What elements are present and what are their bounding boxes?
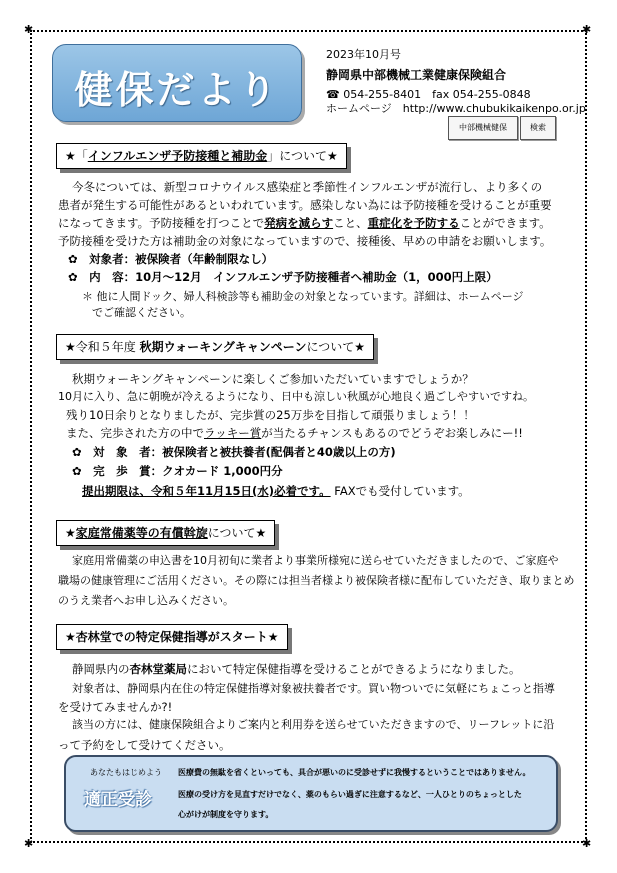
eligibility-line: ✿ 対象者：被保険者（年齢制限なし） [68,252,274,266]
paragraph-line: 静岡県内の杏林堂薬局において特定保健指導を受けることができるようになりました。 [72,662,521,676]
prize-line: ✿ 完 歩 賞：クオカード 1,000円分 [72,464,283,478]
site-name-box[interactable]: 中部機械健保 [448,116,518,140]
paragraph-line: 該当の方には、健康保険組合よりご案内と利用券を送らせていただきますので、リーフレットに沿 [72,718,555,731]
paragraph-line: 対象者は、静岡県内在住の特定保健指導対象被扶養者です。買い物ついでに気軽にちょこっと指導 [72,682,555,695]
paragraph-line: って予約をして受けてください。 [58,738,231,752]
paragraph-line: になってきます。予防接種を打つことで発病を減らすこと、重症化を予防することができます。 [58,216,551,230]
section-heading-kyorindo: ★杏林堂での特定保健指導がスタート★ [56,624,288,650]
paragraph-line: を受けてみませんか?! [58,700,173,714]
issue-date: 2023年10月号 [326,48,401,61]
note-line: でご確認ください。 [92,306,191,319]
banner-text: 医療費の無駄を省くといっても、具合が悪いのに受診せずに我慢するということではありません。 [178,768,531,777]
section-heading-medicine: ★家庭常備薬等の有償斡旋について★ [56,520,275,546]
homepage-url[interactable]: ホームページ http://www.chubukikaikenpo.or.jp [326,102,586,115]
section-heading-influenza: ★「インフルエンザ予防接種と補助金」について★ [56,143,347,169]
paragraph-line: 予防接種を受けた方は補助金の対象になっていますので、接種後、早めの申請をお願いします。 [58,234,552,248]
search-button[interactable]: 検索 [520,116,556,140]
paragraph-line: 今冬については、新型コロナウイルス感染症と季節性インフルエンザが流行し、より多くの [72,180,543,194]
paragraph-line: 家庭用常備薬の申込書を10月初旬に業者より事業所様宛に送らせていただきましたので、ご家庭や [72,554,559,567]
newsletter-title-box [52,44,302,122]
newsletter-title: 健保だより [74,68,280,112]
corner-ornament: ✱ [24,23,34,36]
proper-consultation-banner [64,755,558,832]
paragraph-line: 患者が発生する可能性があるといわれています。感染しない為には予防接種を受けることが重要 [58,198,552,212]
banner-text: 医療の受け方を見直すだけでなく、薬のもらい過ぎに注意するなど、一人ひとりのちょっとした [178,790,522,799]
deadline-line: 提出期限は、令和５年11月15日(水)必着です。 FAXでも受付しています。 [82,484,470,498]
contact-numbers: ☎ 054-255-8401 fax 054-255-0848 [326,88,531,101]
paragraph-line: 残り10日余りとなりましたが、完歩賞の25万歩を目指して頑張りましょう！！ [66,408,475,422]
note-line: ＊ 他に人間ドック、婦人科検診等も補助金の対象となっています。詳細は、ホームページ [82,290,524,303]
corner-ornament: ✱ [582,837,592,850]
organization-name: 静岡県中部機械工業健康保険組合 [326,68,507,82]
banner-text: 心がけが制度を守ります。 [178,810,274,819]
paragraph-line: のうえ業者へお申し込みください。 [58,594,234,607]
corner-ornament: ✱ [582,23,592,36]
corner-ornament: ✱ [24,837,34,850]
paragraph-line: 職場の健康管理にご活用ください。その際には担当者様より被保険者様に配布していただき、取りまとめ [58,574,575,587]
section-heading-walking: ★令和５年度 秋期ウォーキングキャンペーンについて★ [56,334,374,360]
target-line: ✿ 対 象 者：被保険者と被扶養者(配偶者と40歳以上の方) [72,445,396,459]
paragraph-line: 秋期ウォーキングキャンペーンに楽しくご参加いただいていますでしょうか？ [72,372,474,386]
content-line: ✿ 内 容：10月～12月 インフルエンザ予防接種者へ補助金（1，000円上限） [68,270,498,284]
paragraph-line: 10月に入り、急に朝晩が冷えるようになり、日中も涼しい秋風が心地良く過ごしやすいですね。 [58,390,534,403]
paragraph-line: また、完歩された方の中でラッキー賞が当たるチャンスもあるのでどうぞお楽しみにー!! [66,426,523,440]
banner-small-text: あなたもはじめよう [90,768,162,777]
banner-title: 適正受診 [84,790,152,810]
